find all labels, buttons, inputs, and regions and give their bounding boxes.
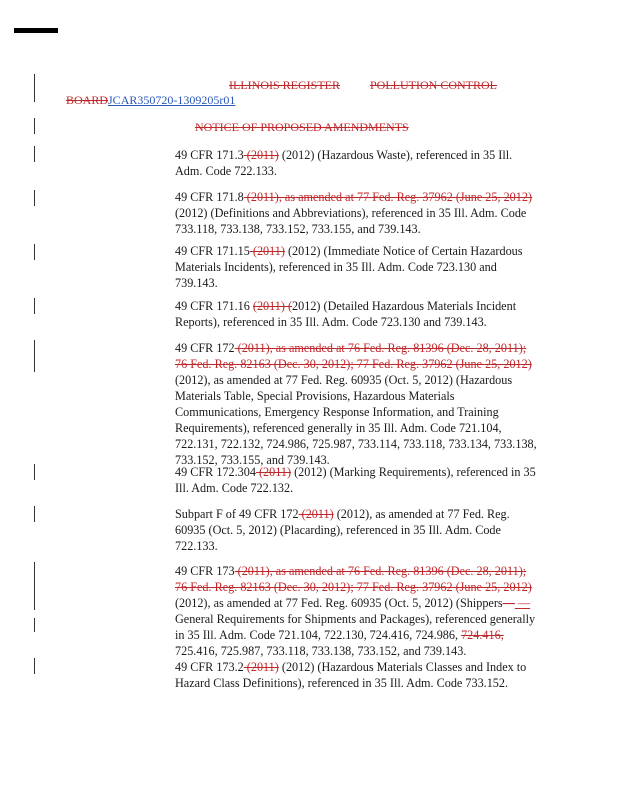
cfr-entry-173: 49 CFR 173 (2011), as amended at 76 Fed. Reg. 81396 (Dec. 28, 2011); 76 Fed. Reg. 82163 (Dec. 30, 2012); 77 Fed. Reg. 37962 (June 25, 2012) (2012), as amended at 77 Fed. Reg. 60935 (Oct. 5, 2012) (Shippers— — General Requirements for Shipments and Packages), referenced generally in 35 Ill. Adm. Code 721.104, 722.130, 724.416, 724.986, 724.416, 725.416, 725.987, 733.118, 733.138, 733.152, and 739.143.	[175, 564, 536, 658]
document-code: JCAR350720-1309205r01	[108, 93, 236, 107]
cfr-entry-171-16: 49 CFR 171.16 (2011) (2012) (Detailed Hazardous Materials Incident Reports), referenced in 35 Ill. Adm. Code 723.130 and 739.143.	[175, 299, 517, 329]
change-bar	[34, 464, 35, 480]
cfr-entry-171-8: 49 CFR 171.8 (2011), as amended at 77 Fed. Reg. 37962 (June 25, 2012) (2012) (Definitions and Abbreviations), referenced in 35 Ill. Adm. Code 733.118, 733.138, 733.152, 733.155, and 739.143.	[175, 190, 533, 236]
cfr-entry-172-subpart-f: Subpart F of 49 CFR 172 (2011) (2012), as amended at 77 Fed. Reg. 60935 (Oct. 5, 2012) (Placarding), referenced in 35 Ill. Adm. Code 722.133.	[175, 507, 510, 553]
header-deleted-register: ILLINOIS REGISTER	[229, 78, 340, 92]
header-deleted-board-suffix: BOARD	[66, 93, 109, 107]
cfr-entry-171-15: 49 CFR 171.15 (2011) (2012) (Immediate Notice of Certain Hazardous Materials Incidents), referenced in 35 Ill. Adm. Code 723.130 and 739.143.	[175, 244, 523, 290]
change-bar	[34, 562, 35, 610]
header-deleted-board: POLLUTION CONTROL	[370, 78, 497, 92]
change-bar	[34, 298, 35, 314]
change-bar	[34, 146, 35, 162]
cfr-entry-172-304: 49 CFR 172.304 (2011) (2012) (Marking Requirements), referenced in 35 Ill. Adm. Code 722.132.	[175, 465, 536, 495]
cfr-entry-171-3: 49 CFR 171.3 (2011) (2012) (Hazardous Waste), referenced in 35 Ill. Adm. Code 722.133.	[175, 148, 513, 178]
change-bar	[34, 118, 35, 134]
change-bar	[34, 244, 35, 260]
header-rule	[14, 28, 58, 33]
change-bar	[34, 74, 35, 102]
notice-title: NOTICE OF PROPOSED AMENDMENTS	[195, 120, 409, 134]
change-bar	[34, 506, 35, 522]
cfr-entry-172: 49 CFR 172 (2011), as amended at 76 Fed. Reg. 81396 (Dec. 28, 2011); 76 Fed. Reg. 82163 (Dec. 30, 2012); 77 Fed. Reg. 37962 (June 25, 2012) (2012), as amended at 77 Fed. Reg. 60935 (Oct. 5, 2012) (Hazardous Materials Table, Special Provisions, Hazardous Materials Communications, Emergency Response Information, and Training Requirements), referenced generally in 35 Ill. Adm. Code 721.104, 722.131, 722.132, 724.986, 725.987, 733.114, 733.118, 733.134, 733.138, 733.152, 733.155, and 739.143.	[175, 341, 537, 467]
change-bar	[34, 618, 35, 632]
cfr-entry-173-2: 49 CFR 173.2 (2011) (2012) (Hazardous Materials Classes and Index to Hazard Class Definitions), referenced in 35 Ill. Adm. Code 733.152.	[175, 660, 527, 690]
change-bar	[34, 658, 35, 674]
change-bar	[34, 340, 35, 372]
page-header	[66, 78, 566, 108]
change-bar	[34, 190, 35, 206]
